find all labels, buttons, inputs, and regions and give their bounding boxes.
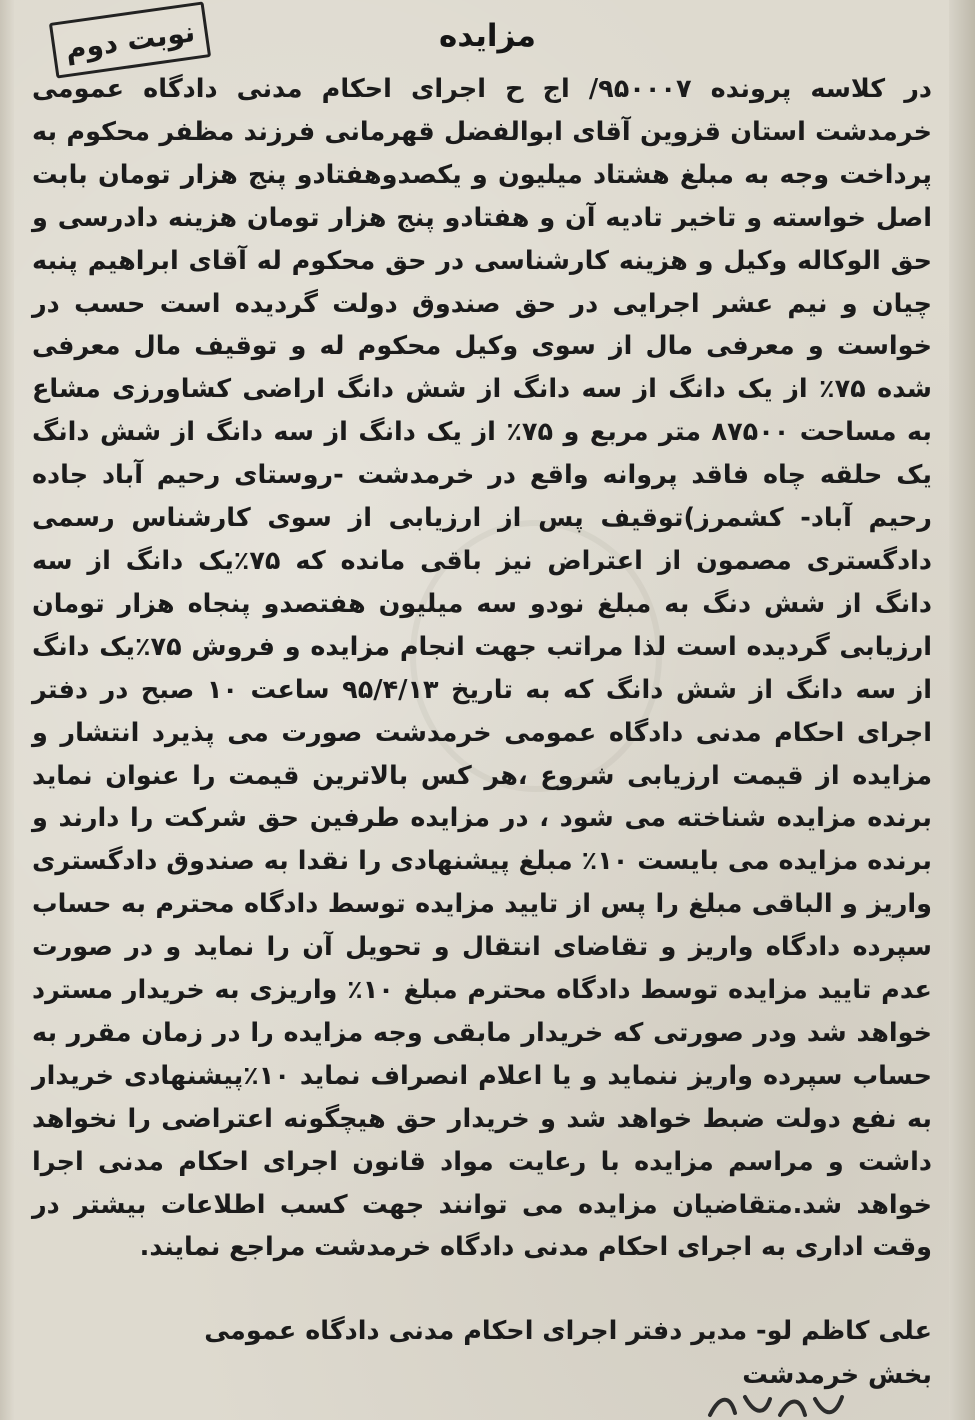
stamp-label: نوبت دوم	[63, 14, 197, 66]
paper-edge-right	[949, 0, 975, 1420]
paper-edge-left	[0, 0, 14, 1420]
notice-body: در کلاسه پرونده ۹۵۰۰۰۷/ اج ح اجرای احکام مدنی دادگاه عمومی خرمدشت استان قزوین آقای ابوالفضل قهرمانی فرزند مظفر محکوم به پرداخت وجه به مبلغ هشتاد میلیون و یکصدوهفتادو پنج هزار تومان بابت اصل خواسته و تاخیر تادیه آن و هفتادو پنج هزار تومان هزینه دادرسی و حق الوکاله وکیل و هزینه کارشناسی در حق محکوم له آقای ابراهیم پنبه چیان و نیم عشر اجرایی در حق صندوق دولت گردیده است حسب در خواست و معرفی مال از سوی وکیل محکوم له و توقیف مال معرفی شده ۷۵٪ از یک دانگ از سه دانگ از شش دانگ اراضی کشاورزی مشاع به مساحت ۸۷۵۰۰ متر مربع و ۷۵٪ از یک دانگ از سه دانگ از شش دانگ یک حلقه چاه فاقد پروانه واقع در خرمدشت -روستای رحیم آباد جاده رحیم آباد- کشمرز)توقیف پس از ارزیابی از سوی کارشناس رسمی دادگستری مصمون از اعتراض نیز باقی مانده که ۷۵٪یک دانگ از سه دانگ از شش دنگ به مبلغ نودو سه میلیون هفتصدو پنجاه هزار تومان ارزیابی گردیده است لذا مراتب جهت انجام مزایده و فروش ۷۵٪یک دانگ از سه دانگ از شش دانگ که به تاریخ ۹۵/۴/۱۳ ساعت ۱۰ صبح در دفتر اجرای احکام مدنی دادگاه عمومی خرمدشت صورت می پذیرد انتشار و مزایده از قیمت ارزیابی شروع ،هر کس بالاترین قیمت را عنوان نماید برنده مزایده شناخته می شود ، در مزایده طرفین حق شرکت را دارند و برنده مزایده می بایست ۱۰٪ مبلغ پیشنهادی را نقدا به صندوق دادگستری واریز و الباقی مبلغ را پس از تایید مزایده توسط دادگاه محترم به حساب سپرده دادگاه واریز و تقاضای انتقال و تحویل آن را نماید و در صورت عدم تایید مزایده توسط دادگاه محترم مبلغ ۱۰٪ واریزی به خریدار مسترد خواهد شد ودر صورتی که خریدار مابقی وجه مزایده را در زمان مقرر به حساب سپرده واریز ننماید و یا اعلام انصراف نماید ۱۰٪پیشنهادی خریدار به نفع دولت ضبط خواهد شد و خریدار حق هیچگونه اعتراضی را نخواهد داشت و مراسم مزایده با رعایت مواد قانون اجرای احکام مدنی اجرا خواهد شد.متقاضیان مزایده می توانند جهت کسب اطلاعات بیشتر در وقت اداری به اجرای احکام مدنی دادگاه خرمدشت مراجع نمایند.	[32, 74, 933, 1263]
signature-line-2: بخش خرمدشت	[742, 1360, 932, 1390]
signature-line-1: علی کاظم لو- مدیر دفتر اجرای احکام مدنی دادگاه عمومی	[204, 1316, 932, 1346]
handwritten-number	[700, 1385, 850, 1420]
notice-title: مزایده	[439, 18, 536, 54]
